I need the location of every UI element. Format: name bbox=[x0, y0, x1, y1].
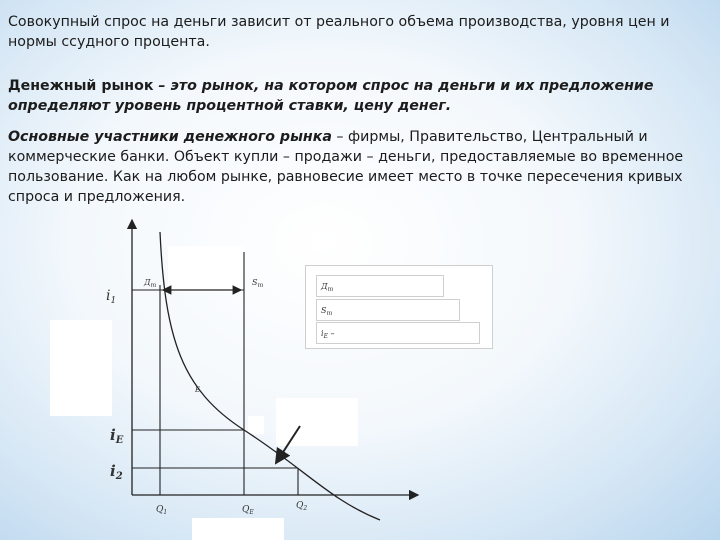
intro-text: Совокупный спрос на деньги зависит от реального объема производства, уровня цен и нормы ссудного процента. bbox=[8, 14, 670, 50]
legend-sm-label: $S_m$ bbox=[321, 306, 333, 317]
curve-mid-label: E bbox=[195, 386, 201, 394]
i2-label: $i_2$ bbox=[110, 462, 123, 482]
q2-label: $Q_2$ bbox=[296, 501, 308, 512]
pointer-arrow bbox=[276, 426, 300, 463]
definition-term: Денежный рынок bbox=[8, 78, 154, 94]
legend-dm-label: $Д_m$ bbox=[321, 282, 334, 293]
participants-text: – фирмы, Правительство, Центральный и коммерческие банки. Объект купли – продажи – деньги, предоставляемые во временное пользование. Как на любом рынке, равновесие имеет место в точке пересечения кривых спроса и предложения. bbox=[8, 129, 684, 205]
definition-text: – это рынок, на котором спрос на деньги и их предложение определяют уровень процентной ставки, цену денег. bbox=[8, 78, 654, 114]
participants-term: Основные участники денежного рынка bbox=[8, 129, 332, 145]
legend-ie-label: $i_E$ – bbox=[321, 329, 335, 340]
ie-label: $i_E$ bbox=[110, 426, 124, 446]
sm-label: $S_m$ bbox=[252, 278, 264, 289]
demand-curve bbox=[160, 232, 380, 520]
q1-label: $Q_1$ bbox=[156, 505, 168, 516]
i1-label: $i_1$ bbox=[106, 288, 117, 306]
qe-label: $Q_E$ bbox=[242, 505, 254, 516]
dm-label: $Д_m$ bbox=[144, 278, 157, 289]
